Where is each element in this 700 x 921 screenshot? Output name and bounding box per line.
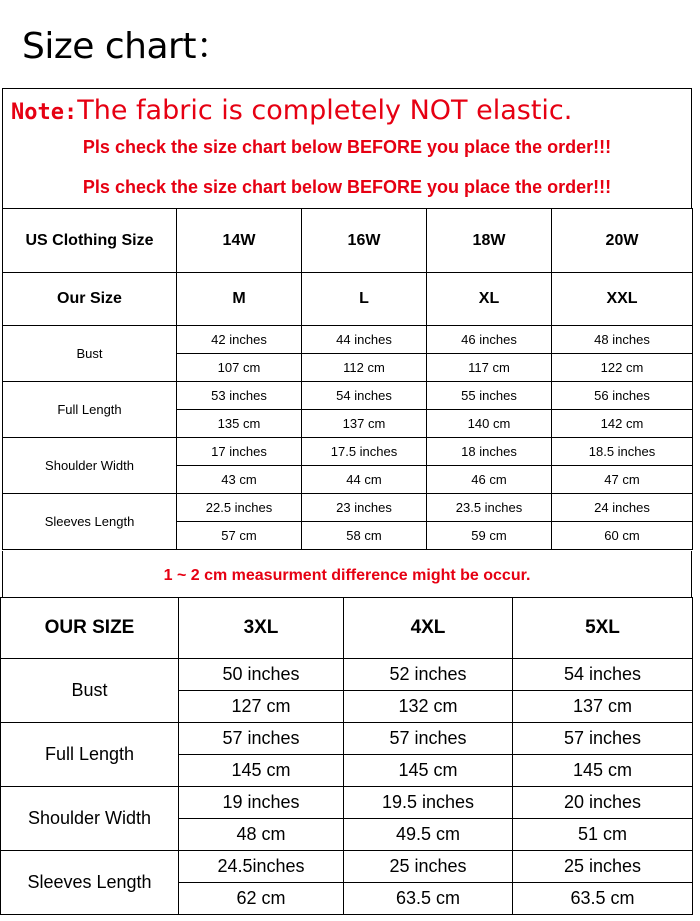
table-cell: 57 inches	[513, 723, 693, 755]
our-size-row	[3, 273, 693, 326]
row-label: Shoulder Width	[1, 787, 179, 851]
table-cell: 56 inches	[552, 382, 693, 410]
table-cell: 22.5 inches	[177, 494, 302, 522]
table-cell: 135 cm	[177, 410, 302, 438]
note-message: The fabric is completely NOT elastic.	[77, 95, 573, 126]
header-cell: 5XL	[513, 598, 693, 659]
table-cell: 47 cm	[552, 466, 693, 494]
table-cell: 54 inches	[513, 659, 693, 691]
our-size-cell: M	[177, 273, 302, 326]
table-cell: 17.5 inches	[302, 438, 427, 466]
table-cell: 53 inches	[177, 382, 302, 410]
row-label: Sleeves Length	[3, 494, 177, 550]
table-row	[3, 382, 693, 410]
difference-note-box	[2, 551, 692, 597]
table-cell: 43 cm	[177, 466, 302, 494]
table-cell: 20 inches	[513, 787, 693, 819]
table-cell: 145 cm	[179, 755, 344, 787]
table-cell: 59 cm	[427, 522, 552, 550]
table-cell: 57 cm	[177, 522, 302, 550]
table-cell: 52 inches	[344, 659, 513, 691]
table-cell: 54 inches	[302, 382, 427, 410]
header-cell: 4XL	[344, 598, 513, 659]
page-title: Size chart：	[22, 26, 232, 67]
table-cell: 122 cm	[552, 354, 693, 382]
table-header-row	[3, 209, 693, 273]
row-label: Full Length	[3, 382, 177, 438]
table-cell: 140 cm	[427, 410, 552, 438]
header-cell: 18W	[427, 209, 552, 273]
table-cell: 18 inches	[427, 438, 552, 466]
table-cell: 63.5 cm	[344, 883, 513, 915]
table-header-row	[1, 598, 693, 659]
row-label: Bust	[1, 659, 179, 723]
table-cell: 137 cm	[302, 410, 427, 438]
table-cell: 49.5 cm	[344, 819, 513, 851]
table-cell: 42 inches	[177, 326, 302, 354]
row-label: Shoulder Width	[3, 438, 177, 494]
size-table-us	[2, 208, 693, 550]
difference-note: 1 ~ 2 cm measurment difference might be occur.	[163, 567, 531, 584]
table-cell: 23.5 inches	[427, 494, 552, 522]
table-cell: 48 cm	[179, 819, 344, 851]
table-cell: 44 cm	[302, 466, 427, 494]
table-cell: 63.5 cm	[513, 883, 693, 915]
table-cell: 25 inches	[513, 851, 693, 883]
warning-text-2: Pls check the size chart below BEFORE you place the order!!!	[82, 177, 612, 197]
header-cell: 20W	[552, 209, 693, 273]
table-cell: 17 inches	[177, 438, 302, 466]
table-row	[1, 659, 693, 691]
table-row	[1, 723, 693, 755]
row-label: Full Length	[1, 723, 179, 787]
size-table-plus	[0, 597, 693, 915]
header-cell: US Clothing Size	[3, 209, 177, 273]
table-cell: 25 inches	[344, 851, 513, 883]
table-cell: 55 inches	[427, 382, 552, 410]
table-row	[3, 326, 693, 354]
table-cell: 46 inches	[427, 326, 552, 354]
table-cell: 107 cm	[177, 354, 302, 382]
header-cell: 14W	[177, 209, 302, 273]
row-label: Bust	[3, 326, 177, 382]
our-size-cell: Our Size	[3, 273, 177, 326]
table-cell: 57 inches	[179, 723, 344, 755]
table-row	[1, 851, 693, 883]
header-cell: 16W	[302, 209, 427, 273]
table-cell: 142 cm	[552, 410, 693, 438]
header-cell: 3XL	[179, 598, 344, 659]
table-cell: 44 inches	[302, 326, 427, 354]
table-cell: 23 inches	[302, 494, 427, 522]
our-size-cell: XXL	[552, 273, 693, 326]
table-row	[1, 787, 693, 819]
header-cell: OUR SIZE	[1, 598, 179, 659]
row-label: Sleeves Length	[1, 851, 179, 915]
table-cell: 24 inches	[552, 494, 693, 522]
table-cell: 57 inches	[344, 723, 513, 755]
table-cell: 46 cm	[427, 466, 552, 494]
table-cell: 137 cm	[513, 691, 693, 723]
table-cell: 60 cm	[552, 522, 693, 550]
table-cell: 145 cm	[344, 755, 513, 787]
table-row	[3, 494, 693, 522]
table-cell: 112 cm	[302, 354, 427, 382]
table-row	[3, 438, 693, 466]
our-size-cell: L	[302, 273, 427, 326]
table-cell: 127 cm	[179, 691, 344, 723]
table-cell: 51 cm	[513, 819, 693, 851]
our-size-cell: XL	[427, 273, 552, 326]
table-cell: 19 inches	[179, 787, 344, 819]
note-tag: Note:	[11, 100, 78, 125]
table-cell: 117 cm	[427, 354, 552, 382]
table-cell: 132 cm	[344, 691, 513, 723]
note-box	[2, 88, 692, 208]
table-cell: 62 cm	[179, 883, 344, 915]
table-cell: 58 cm	[302, 522, 427, 550]
table-cell: 19.5 inches	[344, 787, 513, 819]
table-cell: 50 inches	[179, 659, 344, 691]
table-cell: 24.5inches	[179, 851, 344, 883]
note-line	[11, 95, 572, 126]
table-cell: 18.5 inches	[552, 438, 693, 466]
table-cell: 145 cm	[513, 755, 693, 787]
warning-text-1: Pls check the size chart below BEFORE you place the order!!!	[82, 137, 612, 157]
table-cell: 48 inches	[552, 326, 693, 354]
